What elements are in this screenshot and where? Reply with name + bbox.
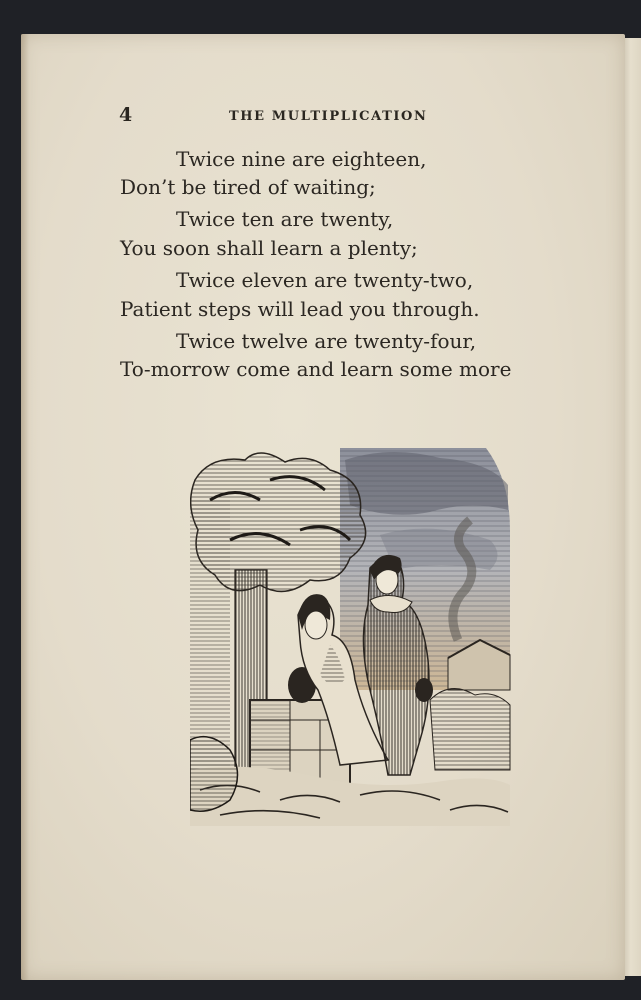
poem-line: Twice twelve are twenty-four, bbox=[176, 329, 477, 353]
engraving-illustration bbox=[190, 440, 512, 826]
page-header bbox=[0, 104, 641, 128]
held-jug bbox=[415, 678, 433, 702]
bushes bbox=[430, 689, 510, 770]
poem-line: To-morrow come and learn some more bbox=[120, 357, 512, 381]
foreground-plants bbox=[190, 737, 238, 812]
poem-line: Twice eleven are twenty-two, bbox=[176, 268, 474, 292]
poem-line: Don’t be tired of waiting; bbox=[120, 175, 376, 199]
poem-line: Twice ten are twenty, bbox=[176, 207, 394, 231]
poem-line: You soon shall learn a plenty; bbox=[120, 236, 418, 260]
running-head: THE MULTIPLICATION bbox=[229, 109, 428, 124]
poem-line: Twice nine are eighteen, bbox=[176, 147, 427, 171]
page-number: 4 bbox=[119, 104, 133, 126]
poem-line: Patient steps will lead you through. bbox=[120, 297, 480, 321]
